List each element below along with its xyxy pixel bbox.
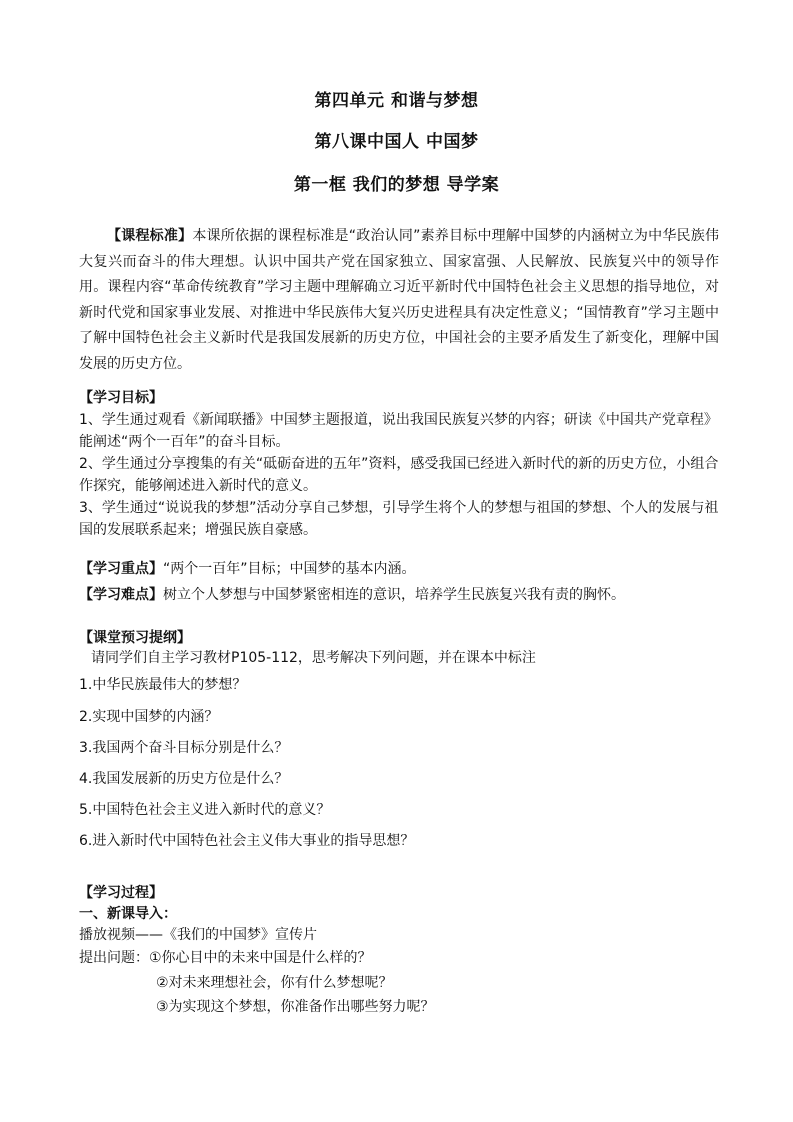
key-point-label: 【学习重点】 — [79, 561, 163, 577]
difficulty — [79, 584, 739, 604]
preview-question-4: 4.我国发展新的历史方位是什么？ — [79, 771, 289, 787]
video-line: 播放视频——《我们的中国梦》宣传片 — [79, 927, 317, 943]
preview-intro: 请同学们自主学习教材P105-112，思考解决下列问题，并在课本中标注 — [91, 650, 536, 666]
learning-objectives — [79, 387, 719, 541]
ask-label: 提出问题： — [79, 950, 149, 966]
section-intro-heading: 一、新课导入： — [79, 906, 177, 922]
preview-question-1: 1.中华民族最伟大的梦想？ — [79, 677, 247, 693]
preview-label: 【课堂预习提纲】 — [79, 630, 191, 646]
unit-title: 第四单元 和谐与梦想 — [314, 91, 479, 111]
course-standard-text: 本课所依据的课程标准是“政治认同”素养目标中理解中国梦的内涵树立为中华民族伟大复兴而奋斗的伟大理想。认识中国共产党在国家独立、国家富强、人民解放、民族复兴中的领导作用。课程内容“革命传统教育”学习主题中理解确立习近平新时代中国特色社会主义思想的指导地位，对新时代党和国家事业发展、对推进中华民族伟大复兴历史进程具有决定性意义；“国情教育”学习主题中了解中国特色社会主义新时代是我国发展新的历史方位，中国社会的主要矛盾发生了新变化，理解中国发展的历史方位。 — [79, 228, 719, 372]
course-standard-label: 【课程标准】 — [107, 228, 193, 244]
objective-item-1: 1、学生通过观看《新闻联播》中国梦主题报道，说出我国民族复兴梦的内容；研读《中国共产党章程》能阐述“两个一百年”的奋斗目标。 — [79, 412, 718, 450]
preview-question-3: 3.我国两个奋斗目标分别是什么？ — [79, 740, 289, 756]
preview-question-6: 6.进入新时代中国特色社会主义伟大事业的指导思想？ — [79, 833, 415, 849]
objective-item-2: 2、学生通过分享搜集的有关“砥砺奋进的五年”资料，感受我国已经进入新时代的新的历史方位，小组合作探究，能够阐述进入新时代的意义。 — [79, 456, 719, 494]
objectives-label: 【学习目标】 — [79, 390, 163, 406]
ask-question-2: ②对未来理想社会，你有什么梦想呢？ — [156, 975, 393, 991]
ask-question-3: ③为实现这个梦想，你准备作出哪些努力呢？ — [156, 999, 435, 1015]
key-point — [79, 558, 739, 578]
difficulty-label: 【学习难点】 — [79, 587, 163, 603]
objective-item-3: 3、学生通过“说说我的梦想”活动分享自己梦想，引导学生将个人的梦想与祖国的梦想、个人的发展与祖国的发展联系起来；增强民族自豪感。 — [79, 500, 719, 538]
preview-question-5: 5.中国特色社会主义进入新时代的意义？ — [79, 802, 331, 818]
process-label: 【学习过程】 — [79, 885, 163, 901]
ask-question-1: ①你心目中的未来中国是什么样的？ — [149, 950, 372, 966]
difficulty-text: 树立个人梦想与中国梦紧密相连的意识，培养学生民族复兴我有责的胸怀。 — [163, 587, 625, 603]
preview-question-2: 2.实现中国梦的内涵？ — [79, 709, 219, 725]
course-standard — [79, 224, 719, 377]
lesson-title: 第八课中国人 中国梦 — [314, 132, 479, 152]
frame-title: 第一框 我们的梦想 导学案 — [293, 175, 500, 195]
ask-line-1 — [79, 947, 739, 967]
key-point-text: “两个一百年”目标；中国梦的基本内涵。 — [163, 561, 416, 577]
